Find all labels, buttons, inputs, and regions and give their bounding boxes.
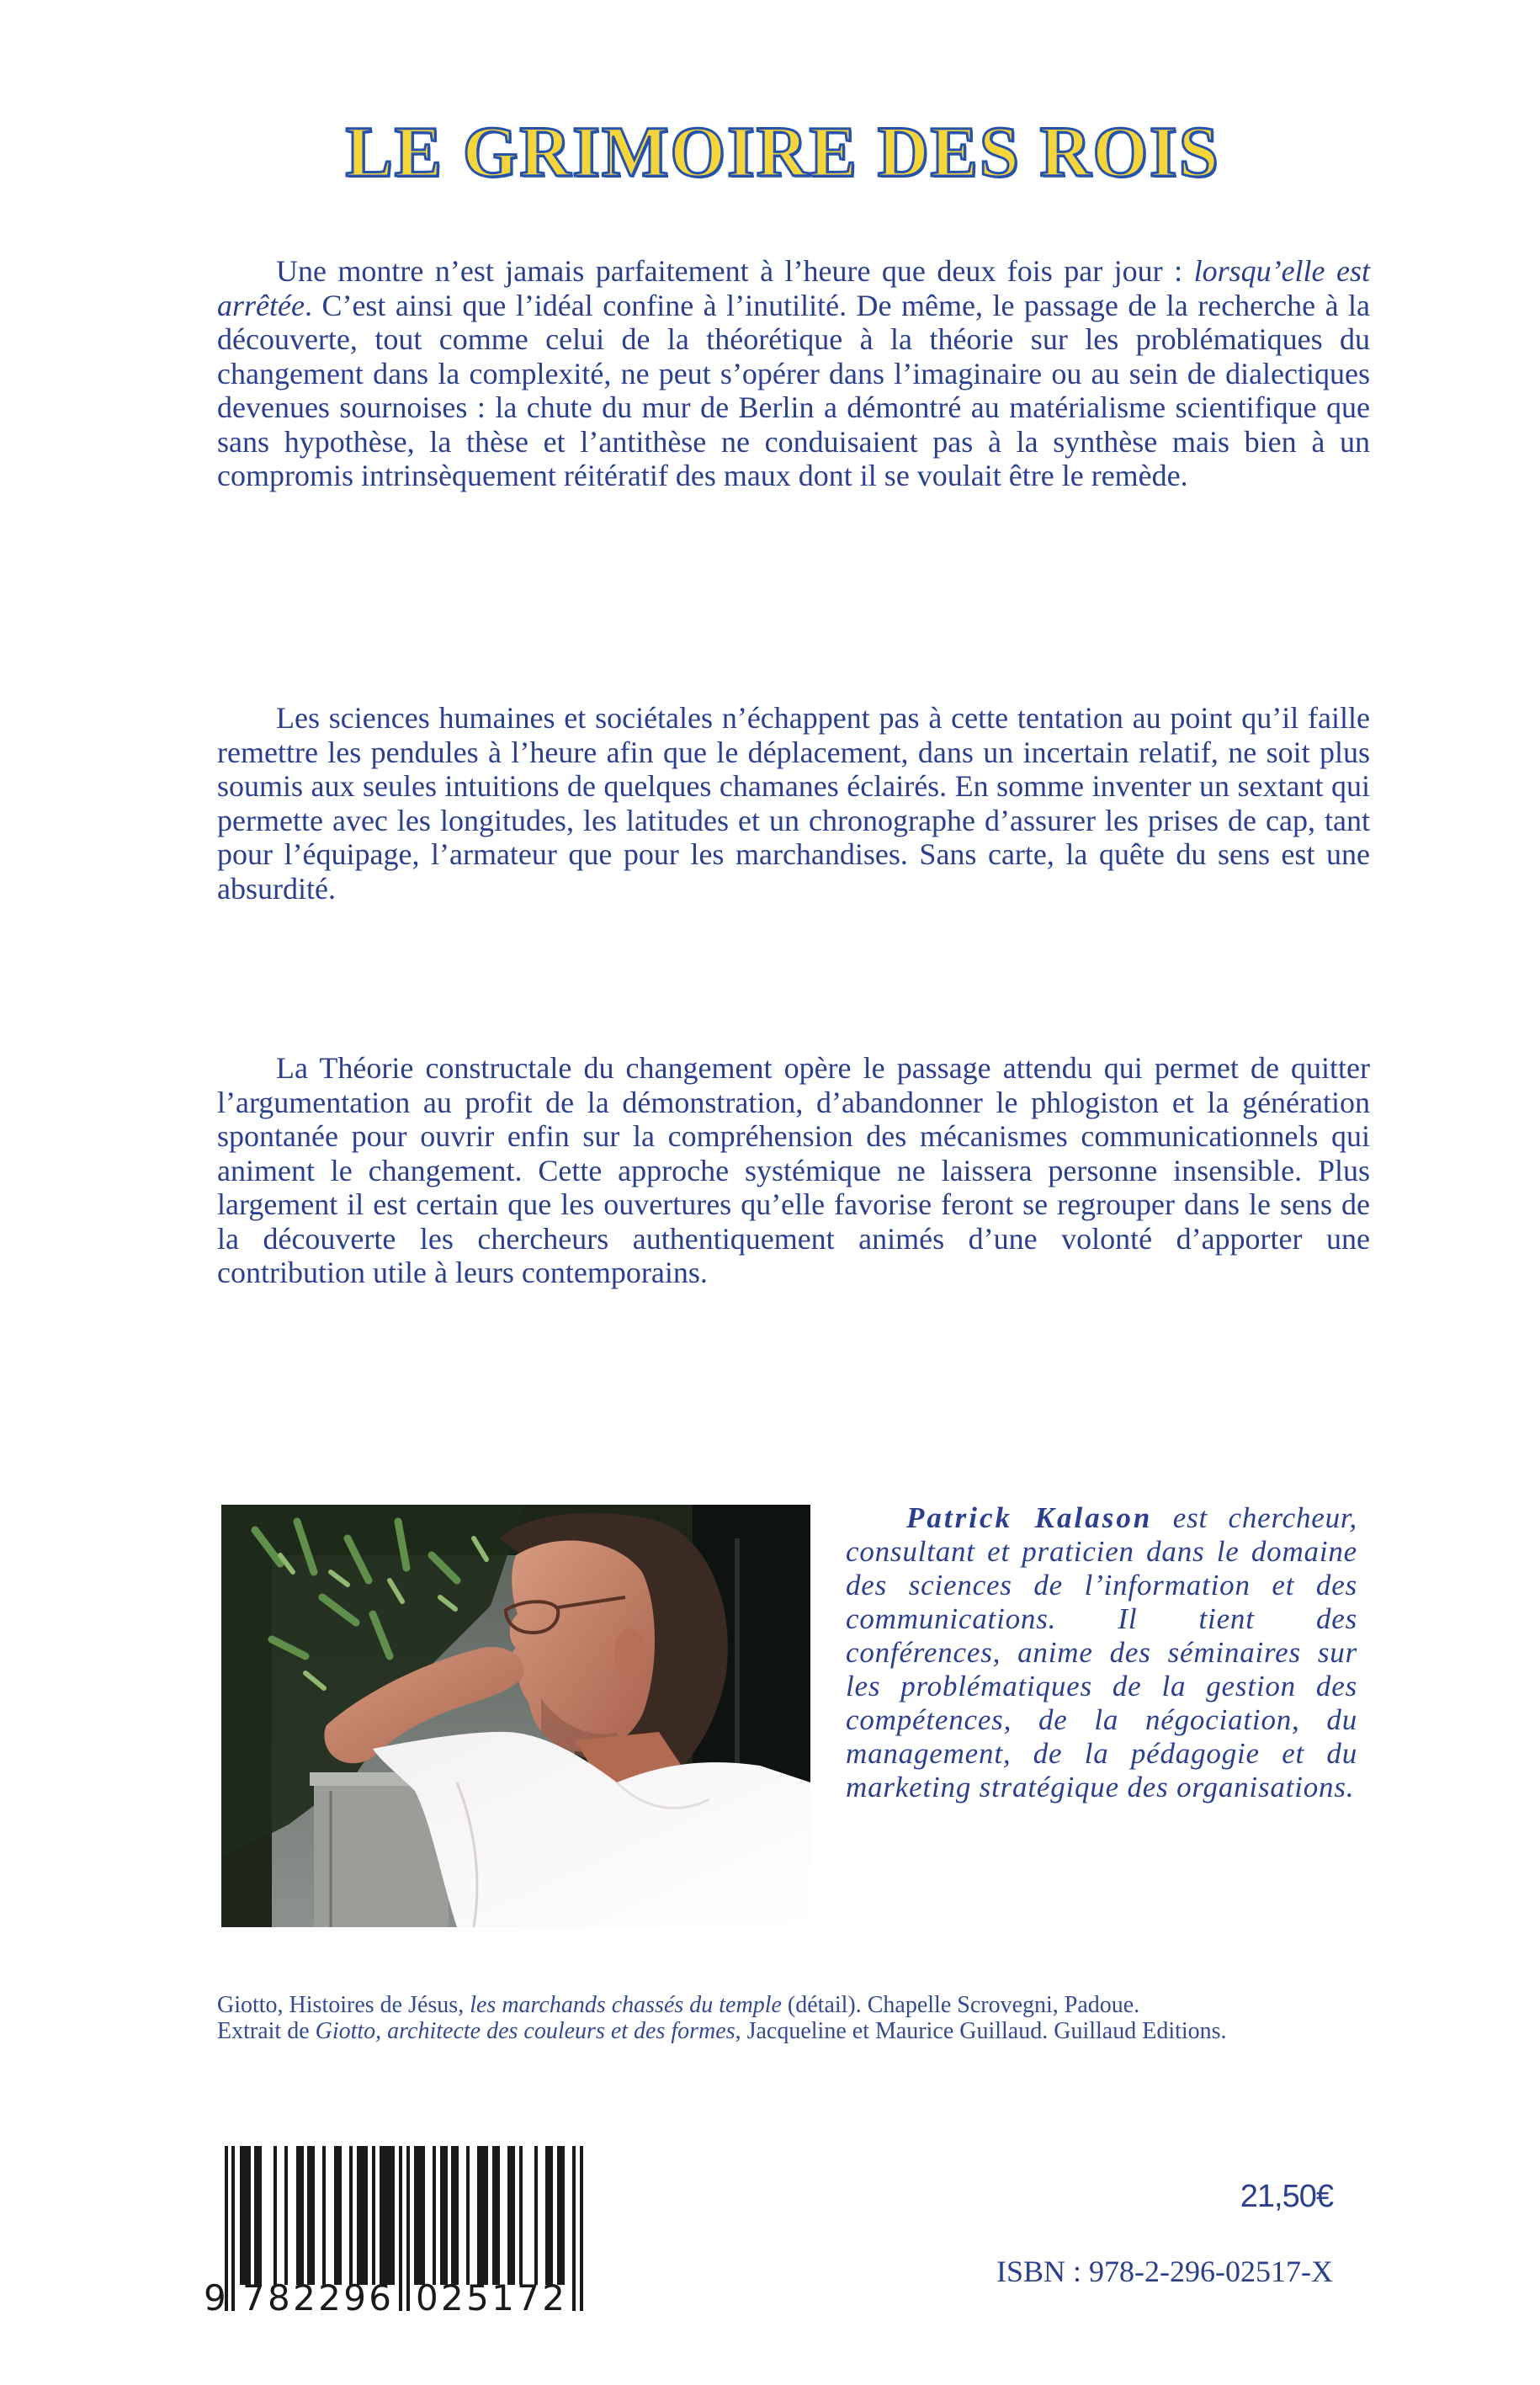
credit-2-text-b: , Jacqueline et Maurice Guillaud. Guillaud Editions. bbox=[735, 2018, 1227, 2044]
author-name: Patrick Kalason bbox=[906, 1501, 1153, 1534]
blurb-p1-text-a: Une montre n’est jamais parfaitement à l’heure que deux fois par jour : bbox=[276, 254, 1194, 288]
blurb-paragraph-3 bbox=[217, 1051, 1370, 1290]
blurb-p3-text: La Théorie constructale du changement opère le passage attendu qui permet de quitter l’argumentation au profit de la démonstration, d’abandonner le phlogiston et la génération spontanée pour ouvrir enfin sur la compréhension des mécanismes communicationnels qui animent le changement. Cette approche systémique ne laissera personne insensible. Plus largement il est certain que les ouvertures qu’elle favorise feront se regrouper dans le sens de la découverte les chercheurs authentiquement animés d’une volonté d’apporter une contribution utile à leurs contemporains. bbox=[217, 1051, 1370, 1289]
image-credits bbox=[217, 1992, 1372, 2044]
blurb-p1-text-b: . C’est ainsi que l’idéal confine à l’inutilité. De même, le passage de la recherche à la découverte, tout comme celui de la théorétique à la théorie sur les problématiques du changement dans la complexité, ne peut s’opérer dans l’imaginaire ou au sein de dialectiques devenues sournoises : la chute du mur de Berlin a démontré au matérialisme scientifique que sans hypothèse, la thèse et l’antithèse ne conduisaient pas à la synthèse mais bien à un compromis intrinsèquement réitératif des maux dont il se voulait être le remède. bbox=[217, 288, 1370, 492]
credit-1-text-b: (détail). Chapelle Scrovegni, Padoue. bbox=[781, 1992, 1140, 2018]
credit-2-text-a: Extrait de bbox=[217, 2018, 316, 2044]
author-bio-text: est chercheur, consultant et praticien dans le domaine des sciences de l’information et des communications. Il tient des conférences, anime des séminaires sur les problématiques de la gestion des compétences, de la négociation, du management, de la pédagogie et du marketing stratégique des organisations. bbox=[846, 1501, 1357, 1803]
blurb-paragraph-1 bbox=[217, 254, 1370, 493]
credit-1-text-a: Giotto, Histoires de Jésus, bbox=[217, 1992, 470, 2018]
author-photo bbox=[221, 1505, 810, 1927]
barcode-icon bbox=[194, 2138, 589, 2331]
credit-line-2 bbox=[217, 2018, 1372, 2044]
barcode-right-digits: 025172 bbox=[416, 2277, 567, 2319]
ean-barcode bbox=[194, 2138, 589, 2331]
credit-2-italic: Giotto, architecte des couleurs et des formes bbox=[315, 2018, 735, 2044]
blurb-p1-italic: lorsqu’elle est arrêtée bbox=[217, 254, 1370, 322]
barcode-first-digit: 9 bbox=[204, 2277, 226, 2319]
book-title: LE GRIMOIRE DES ROIS bbox=[345, 111, 1220, 192]
credit-1-italic: les marchands chassés du temple bbox=[470, 1992, 782, 2018]
isbn-label: ISBN : 978-2-296-02517-X bbox=[996, 2255, 1333, 2288]
author-bio bbox=[846, 1501, 1357, 1804]
price-label: 21,50€ bbox=[1240, 2179, 1333, 2214]
blurb-p2-text: Les sciences humaines et sociétales n’échappent pas à cette tentation au point qu’il faille remettre les pendules à l’heure afin que le déplacement, dans un incertain relatif, ne soit plus soumis aux seules intuitions de quelques chamanes éclairés. En somme inventer un sextant qui permette avec les longitudes, les latitudes et un chronographe d’assurer les prises de cap, tant pour l’équipage, l’armateur que pour les marchandises. Sans carte, la quête du sens est une absurdité. bbox=[217, 701, 1370, 906]
portrait-image bbox=[221, 1505, 810, 1927]
barcode-left-digits: 782296 bbox=[242, 2277, 394, 2319]
credit-line-1 bbox=[217, 1992, 1372, 2018]
blurb-paragraph-2 bbox=[217, 701, 1370, 906]
